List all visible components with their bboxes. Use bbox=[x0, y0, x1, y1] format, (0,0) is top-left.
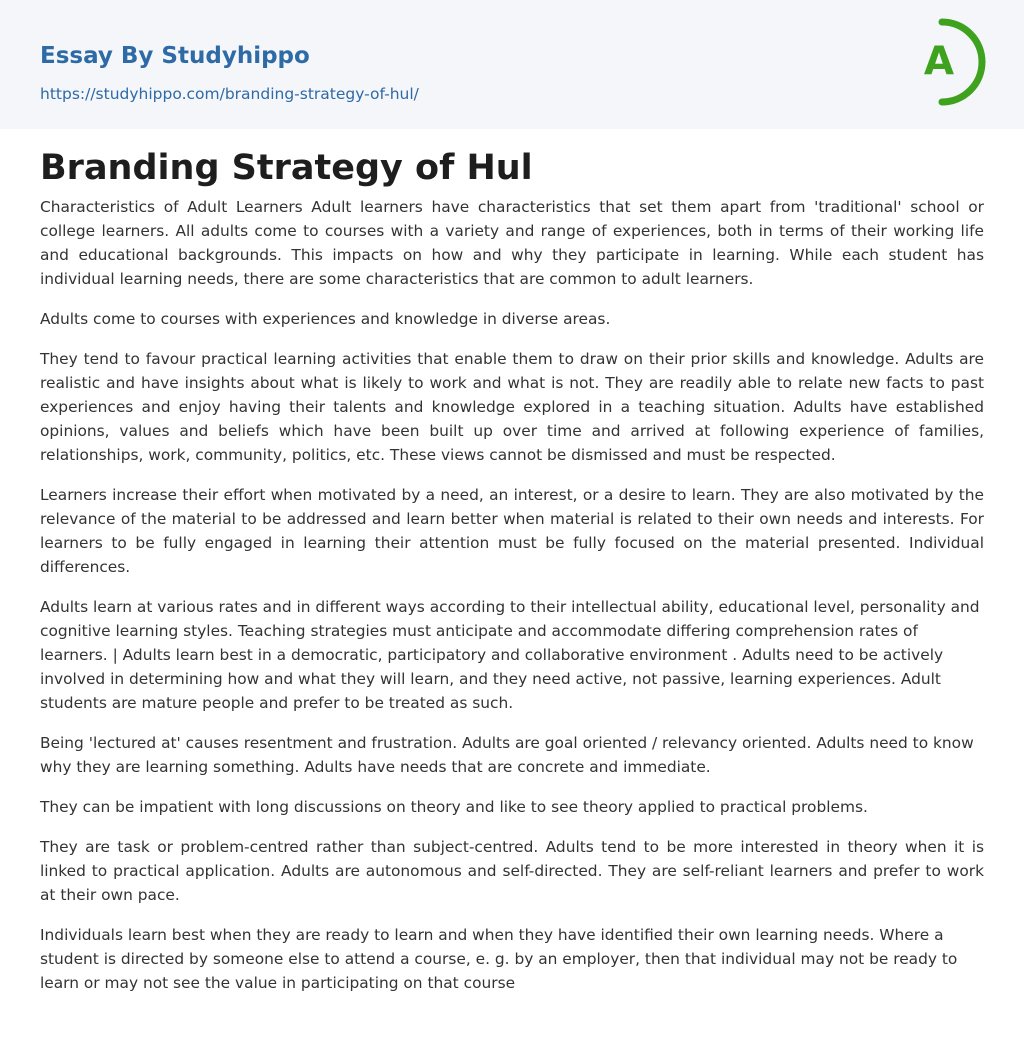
paragraph: Being 'lectured at' causes resentment and frustration. Adults are goal oriented / relevancy oriented. Adults need to know why they are learning something. Adults have needs that are concrete and immediate. bbox=[40, 734, 974, 776]
article-body bbox=[40, 195, 984, 1011]
paragraph: They tend to favour practical learning activities that enable them to draw on their prior skills and knowledge. Adults are realistic and have insights about what is likely to work and what is not. They are readily able to relate new facts to past experiences and enjoy having their talents and knowledge explored in a teaching situation. Adults have established opinions, values and beliefs which have been built up over time and arrived at following experience of families, relationships, work, community, politics, etc. These views cannot be dismissed and must be respected. bbox=[40, 350, 984, 464]
brand-name: Essay By Studyhippo bbox=[40, 43, 310, 69]
paragraph: Adults come to courses with experiences and knowledge in diverse areas. bbox=[40, 310, 611, 328]
paragraph: They can be impatient with long discussions on theory and like to see theory applied to practical problems. bbox=[40, 798, 868, 816]
paragraph: They are task or problem-centred rather than subject-centred. Adults tend to be more interested in theory when it is linked to practical application. Adults are autonomous and self-directed. They are self-reliant learners and prefer to work at their own pace. bbox=[40, 838, 984, 904]
logo-icon bbox=[912, 18, 986, 106]
paragraph: Adults learn at various rates and in different ways according to their intellectual ability, educational level, personality and cognitive learning styles. Teaching strategies must anticipate and accommodate differing comprehension rates of learners. | Adults learn best in a democratic, participatory and collaborative environment . Adults need to be actively involved in determining how and what they will learn, and they need active, not passive, learning experiences. Adult students are mature people and prefer to be treated as such. bbox=[40, 598, 980, 712]
page-title: Branding Strategy of Hul bbox=[40, 148, 533, 188]
paragraph: Learners increase their effort when motivated by a need, an interest, or a desire to learn. They are also motivated by the relevance of the material to be addressed and learn better when material is related to their own needs and interests. For learners to be fully engaged in learning their attention must be fully focused on the material presented. Individual differences. bbox=[40, 486, 984, 576]
paragraph: Characteristics of Adult Learners Adult learners have characteristics that set them apart from 'traditional' school or college learners. All adults come to courses with a variety and range of experiences, both in terms of their working life and educational backgrounds. This impacts on how and why they participate in learning. While each student has individual learning needs, there are some characteristics that are common to adult learners. bbox=[40, 198, 984, 288]
article-url-link[interactable]: https://studyhippo.com/branding-strategy-of-hul/ bbox=[40, 85, 419, 103]
logo-letter: A bbox=[923, 39, 955, 84]
paragraph: Individuals learn best when they are ready to learn and when they have identified their own learning needs. Where a student is directed by someone else to attend a course, e. g. by an employer, then that individual may not be ready to learn or may not see the value in participating on that course bbox=[40, 926, 958, 992]
